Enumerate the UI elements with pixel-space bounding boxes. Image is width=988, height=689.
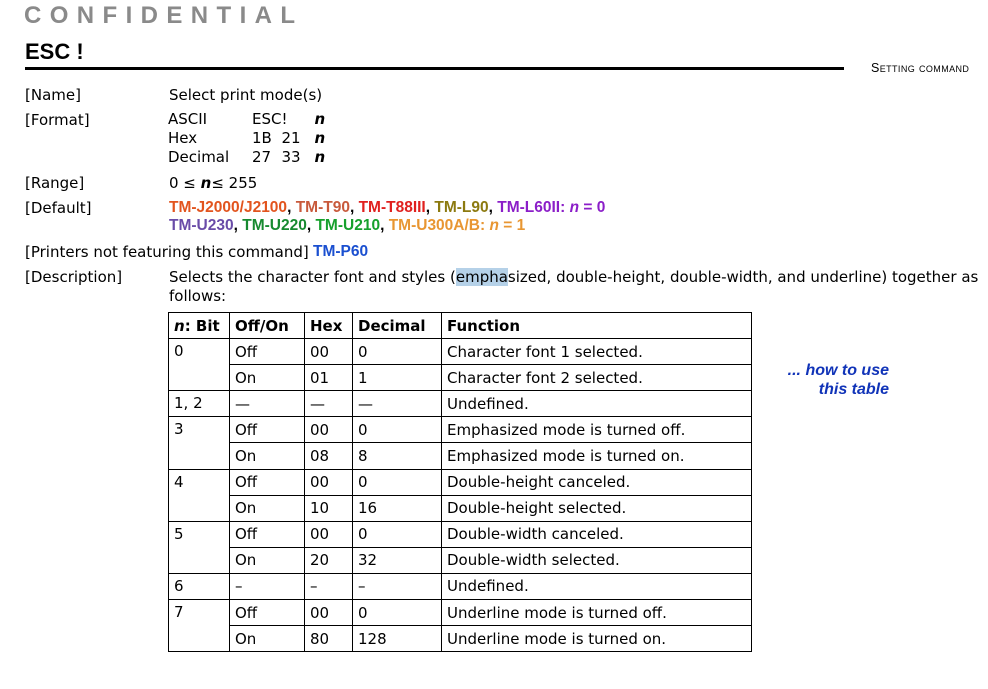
printers-not-label: [Printers not featuring this command] bbox=[25, 243, 309, 261]
model-separator: , bbox=[425, 199, 435, 216]
description-line-2: follows: bbox=[169, 287, 227, 305]
decimal-cell: 128 bbox=[353, 626, 442, 652]
column-header: n: Bit bbox=[169, 313, 230, 339]
default-value: : n = 0 bbox=[560, 199, 606, 216]
description-start: Selects the character font and styles ( bbox=[169, 268, 456, 286]
bit-cell: 3 bbox=[169, 417, 230, 469]
format-b: 21 bbox=[281, 129, 301, 147]
format-a: 1B bbox=[252, 129, 272, 147]
printer-model: TM-L60II bbox=[497, 199, 561, 216]
column-header: Off/On bbox=[230, 313, 305, 339]
onoff-cell: – bbox=[230, 573, 305, 599]
model-separator: , bbox=[306, 217, 316, 234]
function-cell: Character font 2 selected. bbox=[442, 365, 752, 391]
function-cell: Emphasized mode is turned off. bbox=[442, 417, 752, 443]
variable-n: n bbox=[489, 217, 499, 234]
bit-cell: 1, 2 bbox=[169, 391, 230, 417]
format-table bbox=[168, 110, 334, 167]
decimal-cell: 16 bbox=[353, 495, 442, 521]
bit-cell: 5 bbox=[169, 521, 230, 573]
format-row bbox=[168, 129, 334, 148]
printer-model: TM-T88III bbox=[358, 199, 426, 216]
table-row bbox=[169, 391, 752, 417]
default-line-1 bbox=[169, 199, 605, 217]
format-c: n bbox=[314, 110, 326, 128]
default-label: [Default] bbox=[25, 199, 92, 217]
hex-cell: 00 bbox=[305, 521, 353, 547]
name-value: Select print mode(s) bbox=[169, 86, 323, 104]
printer-model: TM-U210 bbox=[315, 217, 381, 234]
table-row bbox=[169, 626, 752, 652]
bit-cell: 7 bbox=[169, 600, 230, 652]
onoff-cell: Off bbox=[230, 339, 305, 365]
format-row bbox=[168, 148, 334, 167]
hex-cell: 01 bbox=[305, 365, 353, 391]
printers-not-model: TM-P60 bbox=[313, 243, 369, 260]
mode-bit-table bbox=[168, 312, 752, 652]
format-label: [Format] bbox=[25, 111, 90, 129]
column-header: Hex bbox=[305, 313, 353, 339]
variable-n: n bbox=[174, 316, 185, 335]
printer-model: TM-J2000/J2100 bbox=[169, 199, 288, 216]
command-category: Setting command bbox=[871, 61, 970, 75]
table-row bbox=[169, 573, 752, 599]
onoff-cell: Off bbox=[230, 600, 305, 626]
variable-n: n bbox=[569, 199, 580, 216]
hex-cell: 20 bbox=[305, 547, 353, 573]
default-value: : n = 1 bbox=[480, 217, 526, 234]
format-c: n bbox=[314, 148, 326, 166]
decimal-cell: — bbox=[353, 391, 442, 417]
title-rule bbox=[25, 67, 844, 70]
table-row bbox=[169, 521, 752, 547]
table-row bbox=[169, 365, 752, 391]
description-label: [Description] bbox=[25, 268, 123, 286]
function-cell: Character font 1 selected. bbox=[442, 339, 752, 365]
how-to-use-link[interactable] bbox=[760, 361, 889, 399]
onoff-cell: — bbox=[230, 391, 305, 417]
onoff-cell: On bbox=[230, 495, 305, 521]
model-separator: , bbox=[233, 217, 243, 234]
format-b: 33 bbox=[281, 148, 301, 166]
range-value bbox=[169, 174, 257, 192]
function-cell: Double-height canceled. bbox=[442, 469, 752, 495]
onoff-cell: On bbox=[230, 626, 305, 652]
format-row bbox=[168, 110, 334, 129]
format-a: 27 bbox=[252, 148, 272, 166]
bit-cell: 4 bbox=[169, 469, 230, 521]
printer-model: TM-U230 bbox=[169, 217, 234, 234]
printer-model: TM-U220 bbox=[242, 217, 307, 234]
function-cell: Emphasized mode is turned on. bbox=[442, 443, 752, 469]
model-separator: , bbox=[380, 217, 389, 234]
function-cell: Underline mode is turned off. bbox=[442, 600, 752, 626]
printer-model: TM-U300A/B bbox=[388, 217, 480, 234]
function-cell: Double-width canceled. bbox=[442, 521, 752, 547]
function-cell: Double-height selected. bbox=[442, 495, 752, 521]
format-kind: Hex bbox=[168, 129, 198, 147]
table-row bbox=[169, 547, 752, 573]
onoff-cell: Off bbox=[230, 417, 305, 443]
table-row bbox=[169, 417, 752, 443]
description-text bbox=[169, 268, 979, 286]
onoff-cell: On bbox=[230, 443, 305, 469]
hex-cell: 00 bbox=[305, 417, 353, 443]
confidential-watermark: CONFIDENTIAL bbox=[24, 2, 304, 29]
function-cell: Underline mode is turned on. bbox=[442, 626, 752, 652]
how-to-use-line-2: this table bbox=[818, 381, 889, 398]
default-line-2 bbox=[169, 217, 525, 235]
range-label: [Range] bbox=[25, 174, 85, 192]
format-b: ! bbox=[281, 110, 288, 128]
bit-cell: 0 bbox=[169, 339, 230, 391]
decimal-cell: 32 bbox=[353, 547, 442, 573]
decimal-cell: – bbox=[353, 573, 442, 599]
decimal-cell: 0 bbox=[353, 521, 442, 547]
description-rest: sized, double-height, double-width, and underline) together as bbox=[507, 268, 979, 286]
format-c: n bbox=[314, 129, 326, 147]
decimal-cell: 0 bbox=[353, 339, 442, 365]
hex-cell: — bbox=[305, 391, 353, 417]
decimal-cell: 0 bbox=[353, 600, 442, 626]
range-variable: n bbox=[200, 174, 212, 192]
bit-cell: 6 bbox=[169, 573, 230, 599]
column-header: Function bbox=[442, 313, 752, 339]
range-lower: 0 ≤ bbox=[169, 174, 201, 192]
hex-cell: 08 bbox=[305, 443, 353, 469]
format-a: ESC bbox=[252, 110, 282, 128]
table-header-row bbox=[169, 313, 752, 339]
decimal-cell: 0 bbox=[353, 417, 442, 443]
onoff-cell: Off bbox=[230, 521, 305, 547]
function-cell: Undefined. bbox=[442, 391, 752, 417]
decimal-cell: 0 bbox=[353, 469, 442, 495]
table-row bbox=[169, 339, 752, 365]
name-label: [Name] bbox=[25, 86, 81, 104]
function-cell: Undefined. bbox=[442, 573, 752, 599]
format-kind: ASCII bbox=[168, 110, 208, 128]
model-separator: , bbox=[287, 199, 296, 216]
hex-cell: – bbox=[305, 573, 353, 599]
table-row bbox=[169, 495, 752, 521]
onoff-cell: On bbox=[230, 365, 305, 391]
format-kind: Decimal bbox=[168, 148, 230, 166]
model-separator: , bbox=[349, 199, 359, 216]
function-cell: Double-width selected. bbox=[442, 547, 752, 573]
hex-cell: 00 bbox=[305, 600, 353, 626]
printer-model: TM-L90 bbox=[434, 199, 489, 216]
table-row bbox=[169, 469, 752, 495]
command-title: ESC ! bbox=[25, 39, 84, 64]
hex-cell: 00 bbox=[305, 469, 353, 495]
decimal-cell: 1 bbox=[353, 365, 442, 391]
hex-cell: 00 bbox=[305, 339, 353, 365]
description-highlight: empha bbox=[455, 268, 508, 286]
column-header: Decimal bbox=[353, 313, 442, 339]
onoff-cell: On bbox=[230, 547, 305, 573]
how-to-use-line-1: ... how to use bbox=[787, 362, 889, 379]
table-row bbox=[169, 443, 752, 469]
model-separator: , bbox=[488, 199, 498, 216]
printer-model: TM-T90 bbox=[295, 199, 350, 216]
range-upper: ≤ 255 bbox=[211, 174, 258, 192]
hex-cell: 10 bbox=[305, 495, 353, 521]
hex-cell: 80 bbox=[305, 626, 353, 652]
onoff-cell: Off bbox=[230, 469, 305, 495]
decimal-cell: 8 bbox=[353, 443, 442, 469]
table-row bbox=[169, 600, 752, 626]
